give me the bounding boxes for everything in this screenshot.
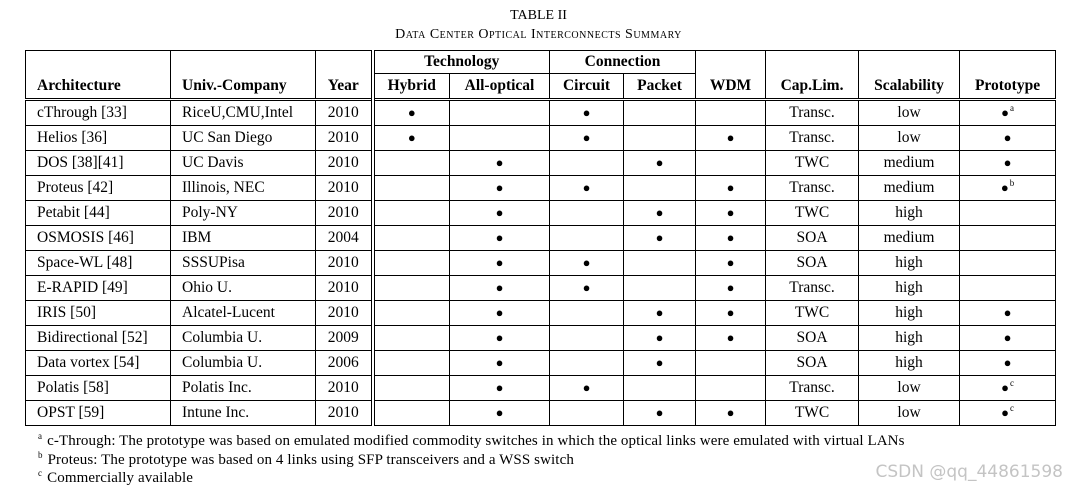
footnote-ref: a [1009,102,1014,113]
cell-cap-lim: SOA [766,226,859,251]
cell-all-optical [450,100,550,126]
cell-architecture: Bidirectional [52] [26,326,171,351]
watermark: CSDN @qq_44861598 [875,462,1063,482]
bullet-mark: ● [726,180,735,195]
cell-company: Columbia U. [171,351,316,376]
cell-circuit [550,276,624,301]
cell-prototype [960,251,1056,276]
cell-cap-lim: Transc. [766,100,859,126]
cell-company: Illinois, NEC [171,176,316,201]
cell-wdm [696,351,766,376]
cell-all-optical [450,351,550,376]
cell-wdm [696,100,766,126]
cell-architecture: Petabit [44] [26,201,171,226]
cell-cap-lim: Transc. [766,126,859,151]
bullet-mark: ● [726,205,735,220]
bullet-mark: ● [582,380,591,395]
cell-scalability: low [859,100,960,126]
cell-wdm [696,201,766,226]
cell-prototype [960,401,1056,426]
table-row [26,176,1056,201]
cell-wdm [696,226,766,251]
bullet-mark: ● [495,180,504,195]
bullet-mark: ● [655,405,664,420]
table-row [26,226,1056,251]
table-row [26,401,1056,426]
bullet-mark: ● [726,305,735,320]
cell-scalability: medium [859,176,960,201]
cell-prototype [960,151,1056,176]
cell-company: RiceU,CMU,Intel [171,100,316,126]
cell-architecture: E-RAPID [49] [26,276,171,301]
table-row [26,301,1056,326]
table-row [26,126,1056,151]
cell-architecture: Helios [36] [26,126,171,151]
cell-circuit [550,376,624,401]
bullet-mark: ● [582,180,591,195]
cell-hybrid [373,301,450,326]
bullet-mark: ● [495,355,504,370]
cell-year: 2010 [316,376,373,401]
cell-wdm [696,126,766,151]
cell-all-optical [450,226,550,251]
cell-packet [624,326,696,351]
bullet-mark: ● [726,130,735,145]
table-body [26,100,1056,426]
cell-hybrid [373,376,450,401]
cell-prototype [960,226,1056,251]
footnote-c: $^c$ Commercially available [38,468,194,486]
cell-circuit [550,351,624,376]
cell-scalability: high [859,251,960,276]
cell-packet [624,351,696,376]
bullet-mark: ● [495,405,504,420]
cell-architecture: IRIS [50] [26,301,171,326]
bullet-mark: ● [655,230,664,245]
bullet-mark: ● [582,105,591,120]
cell-all-optical [450,376,550,401]
cell-prototype [960,126,1056,151]
cell-scalability: high [859,276,960,301]
header-architecture: Architecture [26,51,171,100]
cell-hybrid [373,100,450,126]
cell-architecture: cThrough [33] [26,100,171,126]
cell-wdm [696,151,766,176]
bullet-mark: ● [407,105,416,120]
header-cap-lim: Cap.Lim. [766,51,859,100]
cell-year: 2006 [316,351,373,376]
bullet-mark: ● [1001,380,1009,395]
cell-packet [624,401,696,426]
header-all-optical: All-optical [450,74,550,100]
table-row [26,100,1056,126]
bullet-mark: ● [726,280,735,295]
cell-scalability: low [859,401,960,426]
cell-wdm [696,301,766,326]
bullet-mark: ● [407,130,416,145]
footnotes [38,432,905,488]
header-prototype: Prototype [960,51,1056,100]
cell-scalability: low [859,376,960,401]
cell-architecture: Data vortex [54] [26,351,171,376]
cell-cap-lim: SOA [766,251,859,276]
cell-prototype [960,326,1056,351]
cell-wdm [696,276,766,301]
cell-hybrid [373,351,450,376]
cell-circuit [550,326,624,351]
header-packet: Packet [624,74,696,100]
cell-scalability: high [859,351,960,376]
bullet-mark: ● [495,230,504,245]
cell-year: 2010 [316,301,373,326]
cell-company: Intune Inc. [171,401,316,426]
bullet-mark: ● [726,330,735,345]
cell-packet [624,276,696,301]
bullet-mark: ● [582,280,591,295]
bullet-mark: ● [1003,305,1012,320]
bullet-mark: ● [655,155,664,170]
cell-architecture: OSMOSIS [46] [26,226,171,251]
cell-packet [624,126,696,151]
cell-circuit [550,151,624,176]
bullet-mark: ● [495,205,504,220]
bullet-mark: ● [1003,330,1012,345]
cell-scalability: medium [859,226,960,251]
cell-circuit [550,301,624,326]
cell-scalability: low [859,126,960,151]
table-row [26,201,1056,226]
bullet-mark: ● [582,130,591,145]
cell-company: Alcatel-Lucent [171,301,316,326]
cell-prototype [960,100,1056,126]
table-row [26,351,1056,376]
bullet-mark: ● [495,305,504,320]
cell-wdm [696,251,766,276]
cell-year: 2010 [316,251,373,276]
cell-hybrid [373,126,450,151]
bullet-mark: ● [726,405,735,420]
cell-circuit [550,100,624,126]
table-row [26,326,1056,351]
cell-cap-lim: TWC [766,201,859,226]
cell-prototype [960,301,1056,326]
cell-wdm [696,326,766,351]
summary-table [25,50,1056,426]
cell-company: Polatis Inc. [171,376,316,401]
cell-cap-lim: SOA [766,326,859,351]
cell-packet [624,301,696,326]
footnote-a: $^a$ c-Through: The prototype was based on emulated modified commodity switches in which the optical links were emulated with virtual LANs [38,431,905,449]
cell-prototype [960,351,1056,376]
cell-architecture: Space-WL [48] [26,251,171,276]
cell-hybrid [373,326,450,351]
cell-all-optical [450,176,550,201]
cell-packet [624,100,696,126]
cell-year: 2010 [316,100,373,126]
cell-prototype [960,276,1056,301]
bullet-mark: ● [495,330,504,345]
cell-cap-lim: TWC [766,301,859,326]
cell-all-optical [450,401,550,426]
cell-cap-lim: Transc. [766,176,859,201]
bullet-mark: ● [726,255,735,270]
bullet-mark: ● [726,230,735,245]
cell-company: UC Davis [171,151,316,176]
cell-hybrid [373,151,450,176]
cell-all-optical [450,151,550,176]
bullet-mark: ● [1001,405,1009,420]
cell-circuit [550,201,624,226]
cell-company: Poly-NY [171,201,316,226]
cell-cap-lim: Transc. [766,376,859,401]
bullet-mark: ● [1003,155,1012,170]
cell-scalability: medium [859,151,960,176]
cell-company: SSSUPisa [171,251,316,276]
table-title: Data Center Optical Interconnects Summary [395,27,682,42]
cell-packet [624,376,696,401]
cell-architecture: OPST [59] [26,401,171,426]
cell-company: IBM [171,226,316,251]
cell-cap-lim: Transc. [766,276,859,301]
cell-circuit [550,251,624,276]
header-connection: Connection [550,51,696,74]
cell-wdm [696,176,766,201]
table-row [26,151,1056,176]
cell-all-optical [450,126,550,151]
cell-prototype [960,176,1056,201]
header-year: Year [316,51,373,100]
footnote-ref: c [1009,377,1014,388]
bullet-mark: ● [495,255,504,270]
header-wdm: WDM [696,51,766,100]
bullet-mark: ● [655,355,664,370]
header-company: Univ.-Company [171,51,316,100]
table-row [26,376,1056,401]
cell-circuit [550,176,624,201]
cell-hybrid [373,176,450,201]
cell-scalability: high [859,326,960,351]
cell-all-optical [450,201,550,226]
cell-hybrid [373,201,450,226]
header-hybrid: Hybrid [373,74,450,100]
cell-packet [624,201,696,226]
bullet-mark: ● [495,280,504,295]
cell-cap-lim: SOA [766,351,859,376]
cell-all-optical [450,251,550,276]
table-row [26,251,1056,276]
cell-company: Columbia U. [171,326,316,351]
cell-hybrid [373,401,450,426]
cell-year: 2010 [316,276,373,301]
cell-wdm [696,401,766,426]
cell-circuit [550,226,624,251]
cell-prototype [960,376,1056,401]
bullet-mark: ● [495,380,504,395]
cell-company: UC San Diego [171,126,316,151]
cell-packet [624,151,696,176]
cell-year: 2009 [316,326,373,351]
bullet-mark: ● [1003,355,1012,370]
cell-all-optical [450,276,550,301]
bullet-mark: ● [495,155,504,170]
cell-prototype [960,201,1056,226]
cell-architecture: Polatis [58] [26,376,171,401]
cell-packet [624,226,696,251]
header-circuit: Circuit [550,74,624,100]
cell-year: 2010 [316,176,373,201]
cell-hybrid [373,226,450,251]
cell-packet [624,176,696,201]
cell-wdm [696,376,766,401]
bullet-mark: ● [655,205,664,220]
cell-all-optical [450,301,550,326]
cell-architecture: Proteus [42] [26,176,171,201]
cell-year: 2010 [316,401,373,426]
header-scalability: Scalability [859,51,960,100]
bullet-mark: ● [1001,105,1009,120]
footnote-b: $^b$ Proteus: The prototype was based on 4 links using SFP transceivers and a WSS switch [38,449,574,468]
cell-architecture: DOS [38][41] [26,151,171,176]
cell-year: 2004 [316,226,373,251]
cell-cap-lim: TWC [766,401,859,426]
cell-hybrid [373,276,450,301]
table-row [26,276,1056,301]
cell-hybrid [373,251,450,276]
bullet-mark: ● [1000,180,1009,195]
cell-company: Ohio U. [171,276,316,301]
header-technology: Technology [373,51,550,74]
bullet-mark: ● [1003,130,1012,145]
cell-year: 2010 [316,201,373,226]
cell-circuit [550,126,624,151]
cell-cap-lim: TWC [766,151,859,176]
footnote-ref: b [1009,177,1015,188]
bullet-mark: ● [655,305,664,320]
cell-scalability: high [859,301,960,326]
cell-scalability: high [859,201,960,226]
bullet-mark: ● [582,255,591,270]
cell-year: 2010 [316,126,373,151]
cell-circuit [550,401,624,426]
cell-year: 2010 [316,151,373,176]
cell-packet [624,251,696,276]
bullet-mark: ● [655,330,664,345]
cell-all-optical [450,326,550,351]
table-label: TABLE II [510,8,567,23]
footnote-ref: c [1009,402,1014,413]
